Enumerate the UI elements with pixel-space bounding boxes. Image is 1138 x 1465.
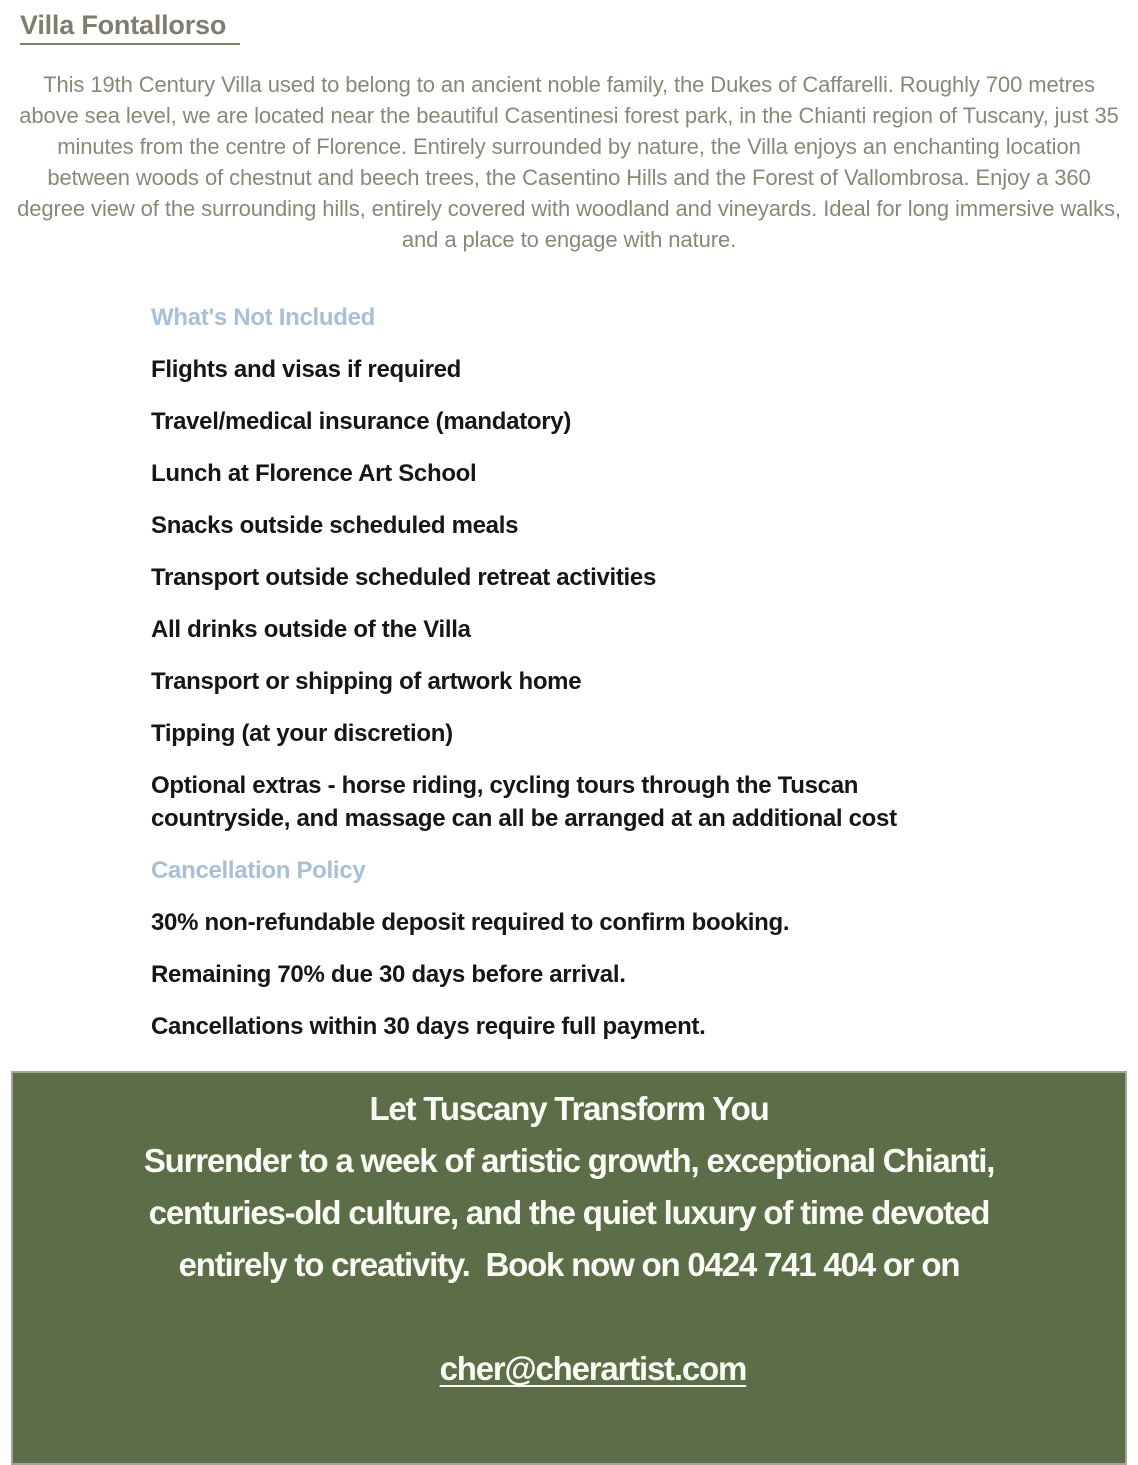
banner-email-line [21, 1291, 1117, 1447]
list-item: Snacks outside scheduled meals [151, 512, 519, 539]
banner-text-line: Surrender to a week of artistic growth, exceptional Chianti, [143, 1142, 995, 1179]
list-item: Flights and visas if required [151, 356, 462, 383]
policy-item: Remaining 70% due 30 days before arrival. [151, 961, 626, 988]
policy-item: Cancellations within 30 days require full payment. [151, 1013, 706, 1040]
intro-paragraph: This 19th Century Villa used to belong to an ancient noble family, the Dukes of Caffarelli. Roughly 700 metres above sea level, we are located near the beautiful Casentinesi forest park, in the Chianti region of Tuscany, just 35 minutes from the centre of Florence. Entirely surrounded by nature, the Villa enjoys an enchanting location between woods of chestnut and beech trees, the Casentino Hills and the Forest of Vallombrosa. Enjoy a 360 degree view of the surrounding hills, entirely covered with woodland and vineyards. Ideal for long immersive walks, and a place to engage with nature. [17, 72, 1127, 252]
banner-text-line: centuries-old culture, and the quiet luxury of time devoted [148, 1194, 990, 1231]
list-item: All drinks outside of the Villa [151, 616, 471, 643]
promo-banner [11, 1071, 1127, 1465]
list-item: Transport or shipping of artwork home [151, 668, 582, 695]
details-section [151, 301, 996, 1043]
list-item: Tipping (at your discretion) [151, 720, 453, 747]
banner-text-line: entirely to creativity. Book now on 0424 741 404 or on [178, 1246, 960, 1283]
email-link[interactable]: cher@cherartist.com [439, 1350, 747, 1387]
list-item: Lunch at Florence Art School [151, 460, 477, 487]
page-title: Villa Fontallorso [20, 10, 240, 45]
banner-heading: Let Tuscany Transform You [369, 1090, 769, 1127]
section-heading-whats-not-included: What's Not Included [151, 304, 375, 331]
list-item: Optional extras - horse riding, cycling tours through the Tuscan countryside, and massage can all be arranged at an additional cost [151, 772, 897, 832]
list-item: Travel/medical insurance (mandatory) [151, 408, 572, 435]
policy-item: 30% non-refundable deposit required to confirm booking. [151, 909, 790, 936]
list-item: Transport outside scheduled retreat activities [151, 564, 657, 591]
section-heading-cancellation-policy: Cancellation Policy [151, 857, 366, 884]
